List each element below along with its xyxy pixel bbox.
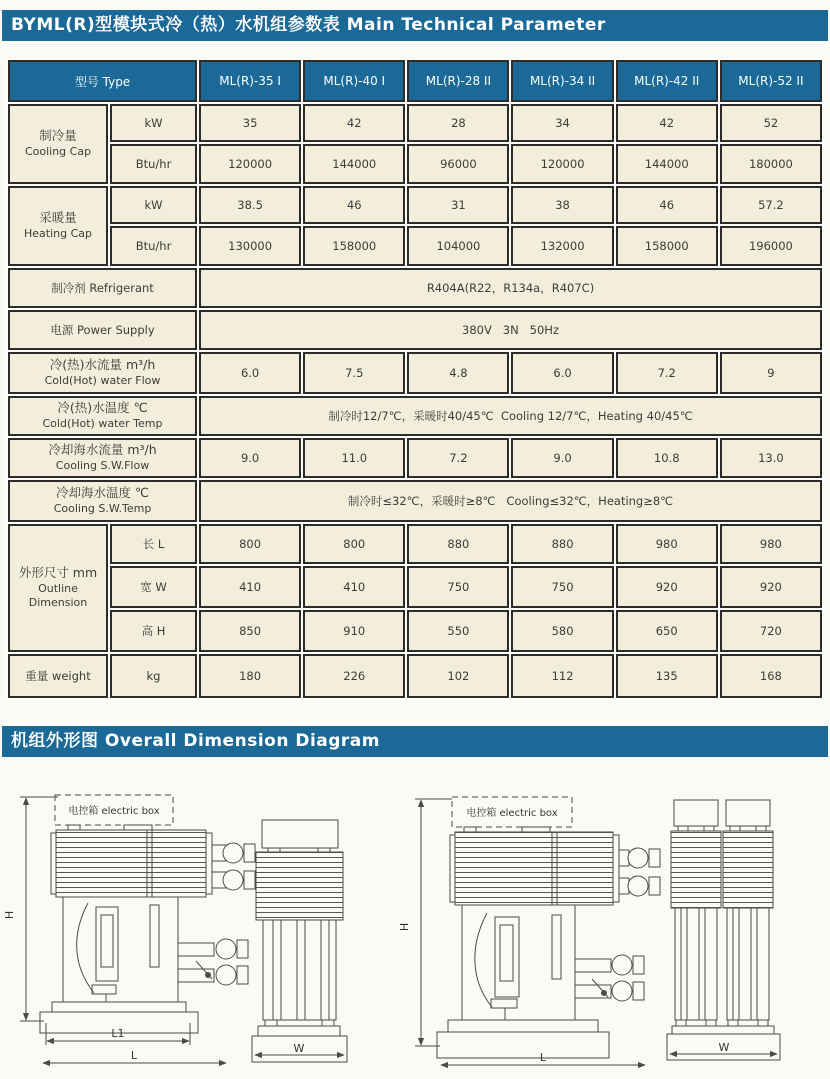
label-en: Cold(Hot) water Flow	[44, 374, 161, 388]
type-header-cell: 型号 Type	[8, 60, 197, 102]
value-cell: 42	[303, 104, 405, 142]
value-cell: 550	[407, 610, 509, 652]
front-view-type1	[3, 795, 255, 1063]
dimension-length-row	[8, 524, 822, 564]
heat-exchanger-block	[671, 831, 721, 908]
value-cell: 52	[720, 104, 822, 142]
label-en: Heating Cap	[23, 227, 92, 241]
label-zh: 冷却海水温度 ℃	[56, 485, 150, 501]
sw-flow-row	[8, 438, 822, 478]
value-cell: 35	[199, 104, 301, 142]
value-cell: 135	[616, 654, 718, 698]
unit-cell: kW	[110, 104, 197, 142]
label-zh: 冷却海水流量 m³/h	[48, 442, 157, 458]
value-cell: 980	[720, 524, 822, 564]
value-cell: 6.0	[199, 352, 301, 394]
electric-box-label: 电控箱 electric box	[466, 808, 558, 819]
dim-w-label: W	[293, 1042, 305, 1055]
cooling-btu-row	[8, 144, 822, 184]
water-temp-label	[8, 396, 197, 436]
dimension-h	[3, 797, 58, 1021]
value-cell: 130000	[199, 226, 301, 266]
value-cell: 580	[511, 610, 613, 652]
dim-h-label: H	[3, 910, 16, 920]
dim-sub-label: 长 L	[110, 524, 197, 564]
dimension-height-row	[8, 610, 822, 652]
heat-exchanger-block	[723, 831, 773, 908]
unit-cell: Btu/hr	[110, 226, 197, 266]
heat-exchanger-block	[256, 852, 343, 920]
unit-cell: Btu/hr	[110, 144, 197, 184]
unit-cell: kg	[110, 654, 197, 698]
value-cell: 180	[199, 654, 301, 698]
power-supply-label: 电源 Power Supply	[8, 310, 197, 350]
model-name-cell: ML(R)-35 I	[199, 60, 301, 102]
label-en: Cooling Cap	[24, 145, 92, 159]
value-cell: 120000	[199, 144, 301, 184]
unit-cell: kW	[110, 186, 197, 224]
model-header-row	[8, 60, 822, 102]
cooling-kw-row	[8, 104, 822, 142]
section-title: 机组外形图 Overall Dimension Diagram	[2, 726, 828, 757]
value-cell: 750	[407, 566, 509, 608]
power-supply-row	[8, 310, 822, 350]
cooling-cap-label	[8, 104, 108, 184]
value-cell: 180000	[720, 144, 822, 184]
label-en: Cooling S.W.Flow	[55, 459, 150, 473]
dim-l1-label: L1	[111, 1027, 125, 1040]
electric-box-label: 电控箱 electric box	[68, 806, 160, 817]
pipe-connections-bottom	[575, 955, 644, 1001]
value-cell: 144000	[303, 144, 405, 184]
pipe-connections-bottom	[178, 939, 248, 985]
value-cell: 196000	[720, 226, 822, 266]
value-cell: 57.2	[720, 186, 822, 224]
value-cell: 28	[407, 104, 509, 142]
label-en: Cooling S.W.Temp	[53, 502, 152, 516]
water-flow-label	[8, 352, 197, 394]
value-cell: 800	[199, 524, 301, 564]
value-cell: 880	[407, 524, 509, 564]
heat-exchanger-block	[455, 832, 613, 905]
value-cell: 38	[511, 186, 613, 224]
value-cell: 158000	[616, 226, 718, 266]
spec-table	[6, 58, 824, 700]
module-tower-1	[671, 800, 721, 1026]
value-cell: 10.8	[616, 438, 718, 478]
value-cell: 880	[511, 524, 613, 564]
value-cell: 980	[616, 524, 718, 564]
side-view-type1	[252, 820, 347, 1062]
value-cell: 96000	[407, 144, 509, 184]
value-cell: 46	[616, 186, 718, 224]
water-flow-row	[8, 352, 822, 394]
value-cell: 410	[199, 566, 301, 608]
sw-flow-label	[8, 438, 197, 478]
value-cell: 4.8	[407, 352, 509, 394]
heating-btu-row	[8, 226, 822, 266]
value-cell: 410	[303, 566, 405, 608]
heating-kw-row	[8, 186, 822, 224]
model-name-cell: ML(R)-28 II	[407, 60, 509, 102]
value-cell: 720	[720, 610, 822, 652]
value-cell: 132000	[511, 226, 613, 266]
value-cell: 112	[511, 654, 613, 698]
base-pedestal	[437, 1020, 609, 1058]
dim-h-label: H	[398, 922, 411, 932]
dim-l-label: L	[539, 1051, 547, 1064]
dimension-h	[398, 799, 452, 1046]
dimension-l	[43, 1049, 226, 1063]
value-cell: 9.0	[511, 438, 613, 478]
dim-l-label: L	[130, 1049, 138, 1062]
sw-temp-value: 制冷时≤32℃，采暖时≥8℃ Cooling≤32℃，Heating≥8℃	[199, 480, 822, 522]
value-cell: 226	[303, 654, 405, 698]
dimension-diagram	[0, 765, 830, 1079]
power-supply-value: 380V 3N 50Hz	[199, 310, 822, 350]
pipe-connections-top	[212, 843, 255, 890]
label-zh: 制冷量	[39, 128, 77, 144]
label-en: Cold(Hot) water Temp	[42, 417, 163, 431]
value-cell: 13.0	[720, 438, 822, 478]
sw-temp-label	[8, 480, 197, 522]
water-temp-value: 制冷时12/7℃，采暖时40/45℃ Cooling 12/7℃，Heating 40/45℃	[199, 396, 822, 436]
value-cell: 46	[303, 186, 405, 224]
value-cell: 6.0	[511, 352, 613, 394]
value-cell: 9.0	[199, 438, 301, 478]
value-cell: 650	[616, 610, 718, 652]
refrigerant-value: R404A(R22，R134a，R407C)	[199, 268, 822, 308]
value-cell: 920	[720, 566, 822, 608]
value-cell: 910	[303, 610, 405, 652]
value-cell: 42	[616, 104, 718, 142]
pipe-connections-top	[619, 848, 660, 896]
model-name-cell: ML(R)-42 II	[616, 60, 718, 102]
unit-body	[63, 897, 178, 1002]
value-cell: 750	[511, 566, 613, 608]
value-cell: 120000	[511, 144, 613, 184]
value-cell: 7.2	[616, 352, 718, 394]
value-cell: 7.2	[407, 438, 509, 478]
weight-row	[8, 654, 822, 698]
sw-temp-row	[8, 480, 822, 522]
value-cell: 11.0	[303, 438, 405, 478]
value-cell: 920	[616, 566, 718, 608]
value-cell: 104000	[407, 226, 509, 266]
value-cell: 158000	[303, 226, 405, 266]
dim-w-label: W	[718, 1041, 730, 1054]
refrigerant-row	[8, 268, 822, 308]
side-view-type2	[667, 800, 780, 1060]
model-name-cell: ML(R)-52 II	[720, 60, 822, 102]
heat-exchanger-block	[56, 830, 206, 897]
value-cell: 850	[199, 610, 301, 652]
value-cell: 102	[407, 654, 509, 698]
value-cell: 7.5	[303, 352, 405, 394]
dim-sub-label: 高 H	[110, 610, 197, 652]
dim-sub-label: 宽 W	[110, 566, 197, 608]
value-cell: 144000	[616, 144, 718, 184]
label-zh: 外形尺寸 mm	[18, 565, 98, 581]
value-cell: 800	[303, 524, 405, 564]
label-zh: 冷(热)水温度 ℃	[57, 400, 148, 416]
unit-body	[462, 905, 575, 1020]
value-cell: 31	[407, 186, 509, 224]
model-name-cell: ML(R)-34 II	[511, 60, 613, 102]
label-zh: 采暖量	[39, 210, 77, 226]
model-name-cell: ML(R)-40 I	[303, 60, 405, 102]
value-cell: 9	[720, 352, 822, 394]
label-en: Outline Dimension	[28, 582, 88, 610]
label-zh: 冷(热)水流量 m³/h	[49, 357, 156, 373]
front-view-type2	[398, 797, 660, 1065]
module-tower-2	[723, 800, 773, 1026]
refrigerant-label: 制冷剂 Refrigerant	[8, 268, 197, 308]
value-cell: 38.5	[199, 186, 301, 224]
page-title: BYML(R)型模块式冷（热）水机组参数表 Main Technical Parameter	[2, 10, 828, 41]
outline-dimension-label	[8, 524, 108, 652]
weight-label: 重量 weight	[8, 654, 108, 698]
dimension-width-row	[8, 566, 822, 608]
value-cell: 168	[720, 654, 822, 698]
water-temp-row	[8, 396, 822, 436]
value-cell: 34	[511, 104, 613, 142]
heating-cap-label	[8, 186, 108, 266]
